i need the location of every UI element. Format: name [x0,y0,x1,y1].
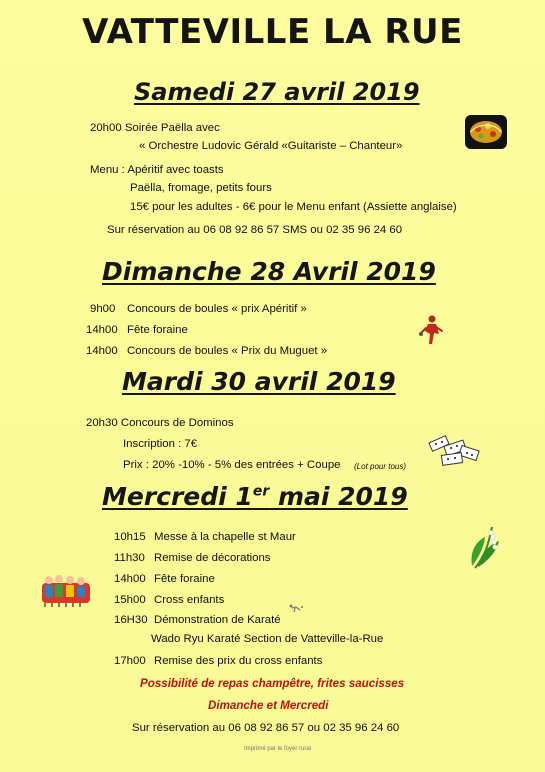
dimanche-heading: Dimanche 28 Avril 2019 [102,257,436,286]
mercredi-label-5: Démonstration de Karaté [154,614,281,626]
mercredi-item-4 [114,594,224,606]
samedi-line-3: Menu : Apéritif avec toasts [90,164,224,176]
small-karate-figure-icon [287,603,305,613]
mercredi-heading-prefix: Mercredi 1 [102,482,253,511]
dimanche-label-3: Concours de boules « Prix du Muguet » [127,345,328,357]
paella-icon [464,114,508,150]
mercredi-label-6: Remise des prix du cross enfants [154,655,323,667]
mercredi-label-4: Cross enfants [154,594,225,606]
boules-player-icon [418,314,444,346]
domino-icon [422,430,486,468]
mardi-line-1: 20h30 Concours de Dominos [86,417,234,429]
dimanche-time-2: 14h00 [86,324,118,336]
mercredi-time-6: 17h00 [114,655,146,667]
mercredi-time-3: 14h00 [114,573,146,585]
mercredi-heading-suffix: mai 2019 [269,482,408,511]
samedi-line-1: 20h00 Soirée Paëlla avec [90,122,220,134]
footer-line-1: Possibilité de repas champêtre, frites saucisses [140,677,405,690]
mercredi-item-6 [114,655,322,667]
mardi-line-4: (Lot pour tous) [354,462,407,471]
samedi-line-4: Paëlla, fromage, petits fours [130,182,272,194]
mardi-line-3: Prix : 20% -10% - 5% des entrées + Coupe [123,459,341,471]
mardi-heading: Mardi 30 avril 2019 [122,367,396,396]
mercredi-item-2 [114,552,271,564]
mercredi-item-5 [114,614,281,626]
mercredi-item-1 [114,531,296,543]
mercredi-item-3 [114,573,215,585]
dimanche-time-1: 9h00 [90,303,116,315]
mercredi-time-1: 10h15 [114,531,146,543]
mercredi-time-5: 16H30 [114,614,148,626]
printer-note: Imprimé par le foyer rural [244,746,312,752]
dimanche-time-3: 14h00 [86,345,118,357]
muguet-icon [463,524,505,570]
mercredi-time-4: 15h00 [114,594,146,606]
samedi-line-2: « Orchestre Ludovic Gérald «Guitariste – Chanteur» [139,140,403,152]
mercredi-label-3: Fête foraine [154,573,215,585]
mardi-line-2: Inscription : 7€ [123,438,198,450]
samedi-line-6: Sur réservation au 06 08 92 86 57 SMS ou 02 35 96 24 60 [107,224,403,236]
footer-line-3: Sur réservation au 06 08 92 86 57 ou 02 35 96 24 60 [132,722,400,734]
mercredi-heading-sup: er [252,483,270,500]
karate-note: Wado Ryu Karaté Section de Vatteville-la-Rue [151,633,384,645]
children-group-icon [39,572,93,608]
samedi-line-5: 15€ pour les adultes - 6€ pour le Menu enfant (Assiette anglaise) [130,201,457,213]
mercredi-heading [102,482,408,511]
dimanche-label-2: Fête foraine [127,324,188,336]
samedi-heading: Samedi 27 avril 2019 [134,78,420,106]
page-title: VATTEVILLE LA RUE [82,12,463,52]
mercredi-time-2: 11h30 [114,552,145,564]
dimanche-label-1: Concours de boules « prix Apéritif » [127,303,307,315]
mercredi-label-1: Messe à la chapelle st Maur [154,531,296,543]
mercredi-label-2: Remise de décorations [154,552,271,564]
footer-line-2: Dimanche et Mercredi [208,699,329,712]
